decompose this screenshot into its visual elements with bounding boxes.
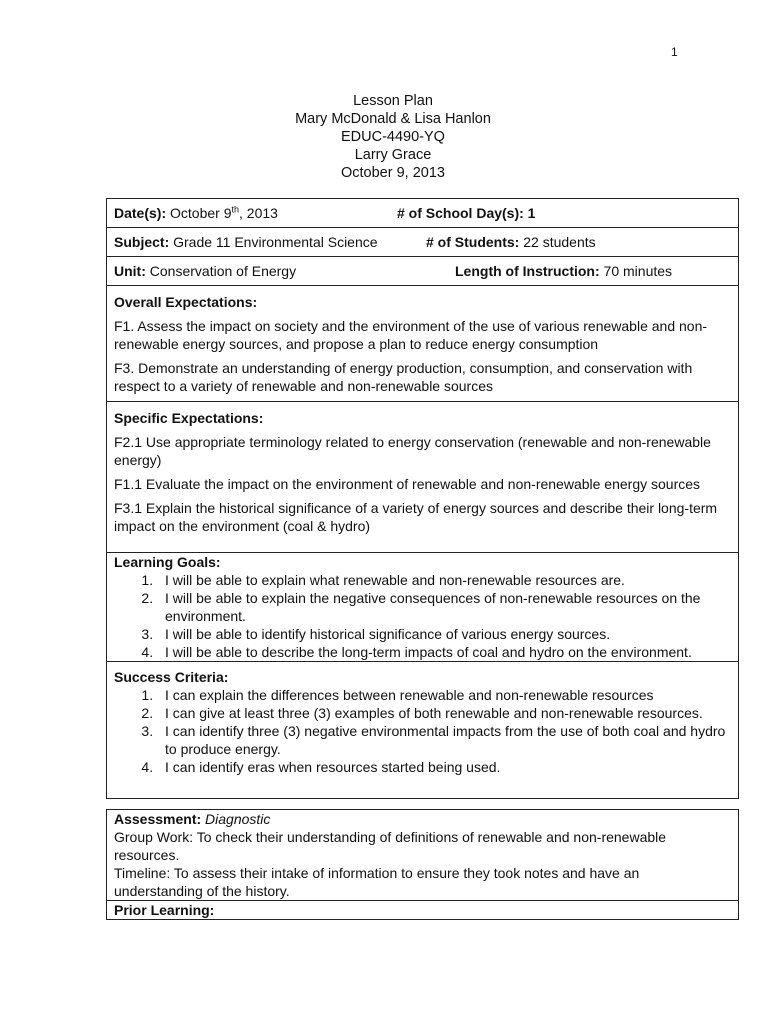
date-row xyxy=(107,199,739,228)
criteria-item: 2. I can give at least three (3) examples of both renewable and non-renewable resources. xyxy=(157,704,731,722)
unit-label: Unit: xyxy=(114,263,146,279)
assessment-type: Diagnostic xyxy=(205,811,271,827)
doc-date: October 9, 2013 xyxy=(341,165,445,181)
goals-title: Learning Goals: xyxy=(114,554,221,570)
goal-item: 2. I will be able to explain the negative consequences of non-renewable resources on the environment. xyxy=(157,589,731,625)
doc-title: Lesson Plan xyxy=(353,93,433,109)
success-criteria-row xyxy=(107,662,739,799)
specific-expectations-row xyxy=(107,402,739,553)
prior-learning-label: Prior Learning: xyxy=(114,902,215,918)
goal-item: 4. I will be able to describe the long-term impacts of coal and hydro on the environment. xyxy=(157,643,731,661)
criteria-item: 4. I can identify eras when resources started being used. xyxy=(157,758,731,776)
overall-expectations-row xyxy=(107,286,739,402)
subject-value: Grade 11 Environmental Science xyxy=(173,234,378,250)
criteria-item: 3. I can identify three (3) negative environmental impacts from the use of both coal and hydro to produce energy. xyxy=(157,722,731,758)
prior-learning-row xyxy=(107,901,739,920)
goal-item: 3. I will be able to identify historical significance of various energy sources. xyxy=(157,625,731,643)
criteria-list xyxy=(114,686,731,776)
goals-list xyxy=(114,571,731,661)
assessment-table xyxy=(106,809,739,920)
students-field xyxy=(426,233,596,251)
subject-row xyxy=(107,228,739,257)
doc-authors: Mary McDonald & Lisa Hanlon xyxy=(295,111,491,127)
criteria-title: Success Criteria: xyxy=(114,669,229,685)
document-header xyxy=(0,92,768,182)
specific-title: Specific Expectations: xyxy=(114,410,264,426)
doc-instructor: Larry Grace xyxy=(354,147,432,163)
learning-goals-row xyxy=(107,553,739,662)
date-value-main: October 9 xyxy=(170,205,232,221)
doc-course: EDUC-4490-YQ xyxy=(341,129,445,145)
assessment-line: Group Work: To check their understanding of definitions of renewable and non-renewable resources. xyxy=(114,829,667,863)
length-label: Length of Instruction: xyxy=(455,263,600,279)
assessment-row xyxy=(107,810,739,901)
students-label: # of Students: xyxy=(426,234,520,250)
length-field xyxy=(455,262,672,280)
date-value-year: , 2013 xyxy=(239,205,278,221)
unit-field xyxy=(114,262,296,280)
students-value: 22 students xyxy=(523,234,596,250)
overall-item: F3. Demonstrate an understanding of energy production, consumption, and conservation with respect to a variety of renewable and non-renewable sources xyxy=(114,360,693,394)
assessment-label: Assessment: xyxy=(114,811,202,827)
date-label: Date(s): xyxy=(114,205,167,221)
specific-item: F2.1 Use appropriate terminology related to energy conservation (renewable and non-renewable energy) xyxy=(114,434,711,468)
specific-item: F1.1 Evaluate the impact on the environment of renewable and non-renewable energy sources xyxy=(114,476,701,492)
unit-value: Conservation of Energy xyxy=(149,263,297,279)
date-field xyxy=(114,204,278,222)
page-number: 1 xyxy=(671,45,678,59)
length-value: 70 minutes xyxy=(603,263,673,279)
assessment-heading xyxy=(114,810,731,828)
subject-label: Subject: xyxy=(114,234,170,250)
date-value-sup: th xyxy=(231,204,240,215)
lesson-plan-table xyxy=(106,198,739,799)
unit-row xyxy=(107,257,739,286)
assessment-line: Timeline: To assess their intake of information to ensure they took notes and have an understanding of the history. xyxy=(114,865,640,899)
school-days-label: # of School Day(s): 1 xyxy=(397,205,536,221)
subject-field xyxy=(114,233,378,251)
overall-title: Overall Expectations: xyxy=(114,294,258,310)
specific-item: F3.1 Explain the historical significance of a variety of energy sources and describe their long-term impact on the environment (coal & hydro) xyxy=(114,500,718,534)
criteria-item: 1. I can explain the differences between renewable and non-renewable resources xyxy=(157,686,731,704)
goal-item: 1. I will be able to explain what renewable and non-renewable resources are. xyxy=(157,571,731,589)
date-value xyxy=(170,205,278,221)
overall-item: F1. Assess the impact on society and the environment of the use of various renewable and non-renewable energy sources, and propose a plan to reduce energy consumption xyxy=(114,318,708,352)
